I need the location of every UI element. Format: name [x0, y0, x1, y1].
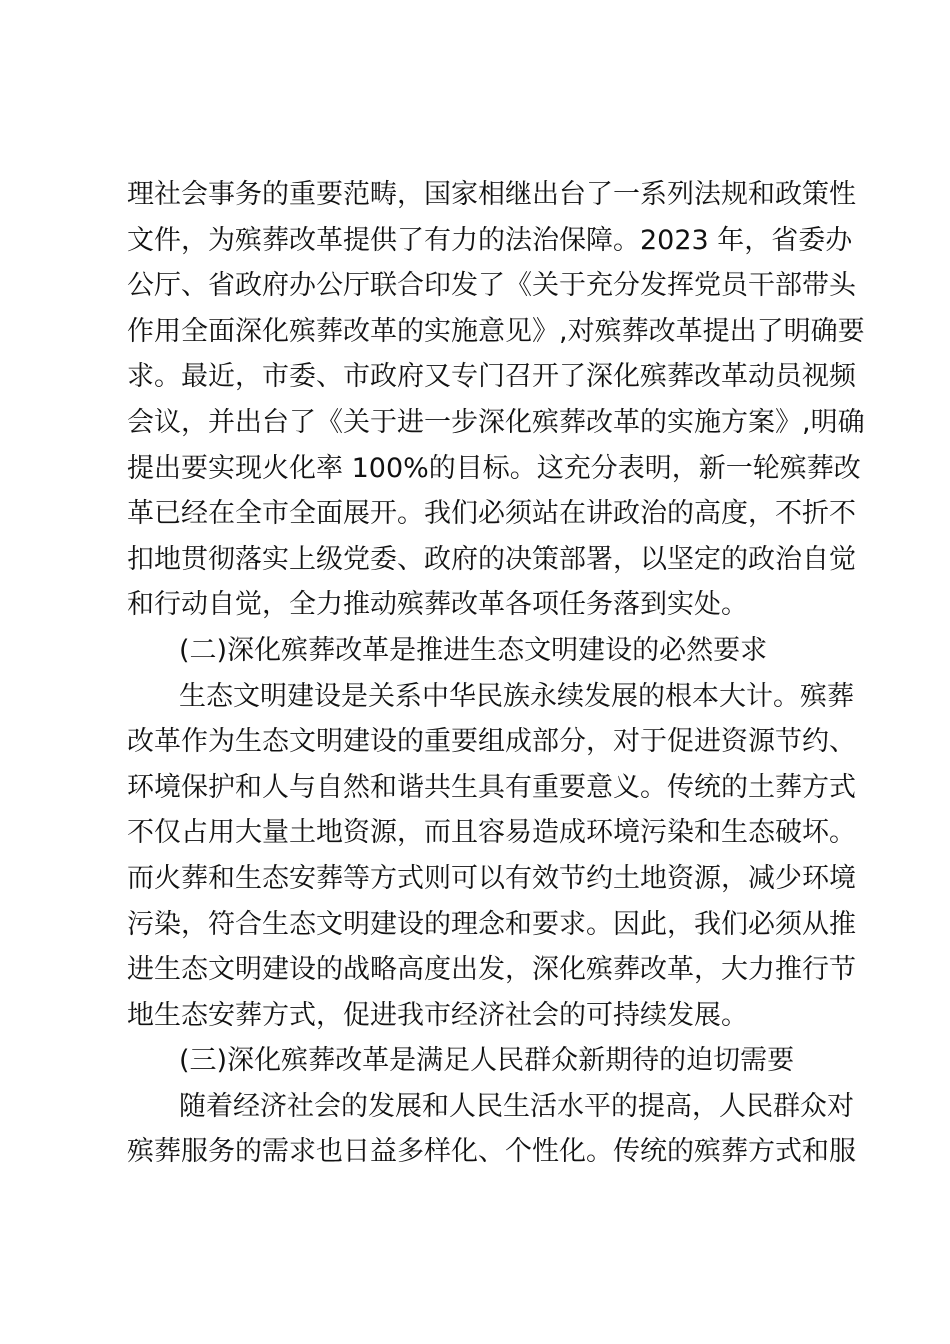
- body-text: [127, 172, 865, 1175]
- text-line: 殡葬服务的需求也日益多样化、个性化。传统的殡葬方式和服: [127, 1136, 856, 1168]
- text-line: 理社会事务的重要范畴，国家相继出台了一系列法规和政策性: [127, 179, 856, 210]
- paragraph-start-line: 生态文明建设是关系中华民族永续发展的根本大计。殡葬: [179, 680, 854, 712]
- text-line: 进生态文明建设的战略高度出发，深化殡葬改革，大力推行节: [127, 954, 856, 986]
- paragraph-start-line: (三)深化殡葬改革是满足人民群众新期待的迫切需要: [179, 1045, 795, 1077]
- text-line: 提出要实现火化率 100%的目标。这充分表明，新一轮殡葬改: [127, 452, 861, 484]
- text-line: 和行动自觉，全力推动殡葬改革各项任务落到实处。: [127, 589, 748, 621]
- text-line: 环境保护和人与自然和谐共生具有重要意义。传统的土葬方式: [127, 771, 856, 803]
- text-line: 而火葬和生态安葬等方式则可以有效节约土地资源，减少环境: [127, 862, 856, 894]
- text-line: 地生态安葬方式，促进我市经济社会的可持续发展。: [127, 999, 748, 1031]
- text-line: 革已经在全市全面展开。我们必须站在讲政治的高度，不折不: [127, 498, 856, 530]
- text-line: 污染，符合生态文明建设的理念和要求。因此，我们必须从推: [127, 908, 856, 940]
- text-line: 不仅占用大量土地资源，而且容易造成环境污染和生态破坏。: [127, 817, 856, 849]
- text-line: 扣地贯彻落实上级党委、政府的决策部署，以坚定的政治自觉: [127, 543, 856, 575]
- paragraph-start-line: 随着经济社会的发展和人民生活水平的提高，人民群众对: [179, 1090, 854, 1122]
- paragraph-start-line: (二)深化殡葬改革是推进生态文明建设的必然要求: [179, 634, 768, 666]
- text-line: 作用全面深化殡葬改革的实施意见》,对殡葬改革提出了明确要: [127, 315, 865, 347]
- text-line: 公厅、省政府办公厅联合印发了《关于充分发挥党员干部带头: [127, 270, 856, 302]
- text-line: 文件，为殡葬改革提供了有力的法治保障。2023 年，省委办: [127, 224, 853, 256]
- text-line: 改革作为生态文明建设的重要组成部分，对于促进资源节约、: [127, 726, 856, 758]
- text-line: 会议，并出台了《关于进一步深化殡葬改革的实施方案》,明确: [127, 406, 865, 438]
- text-line: 求。最近，市委、市政府又专门召开了深化殡葬改革动员视频: [127, 361, 856, 393]
